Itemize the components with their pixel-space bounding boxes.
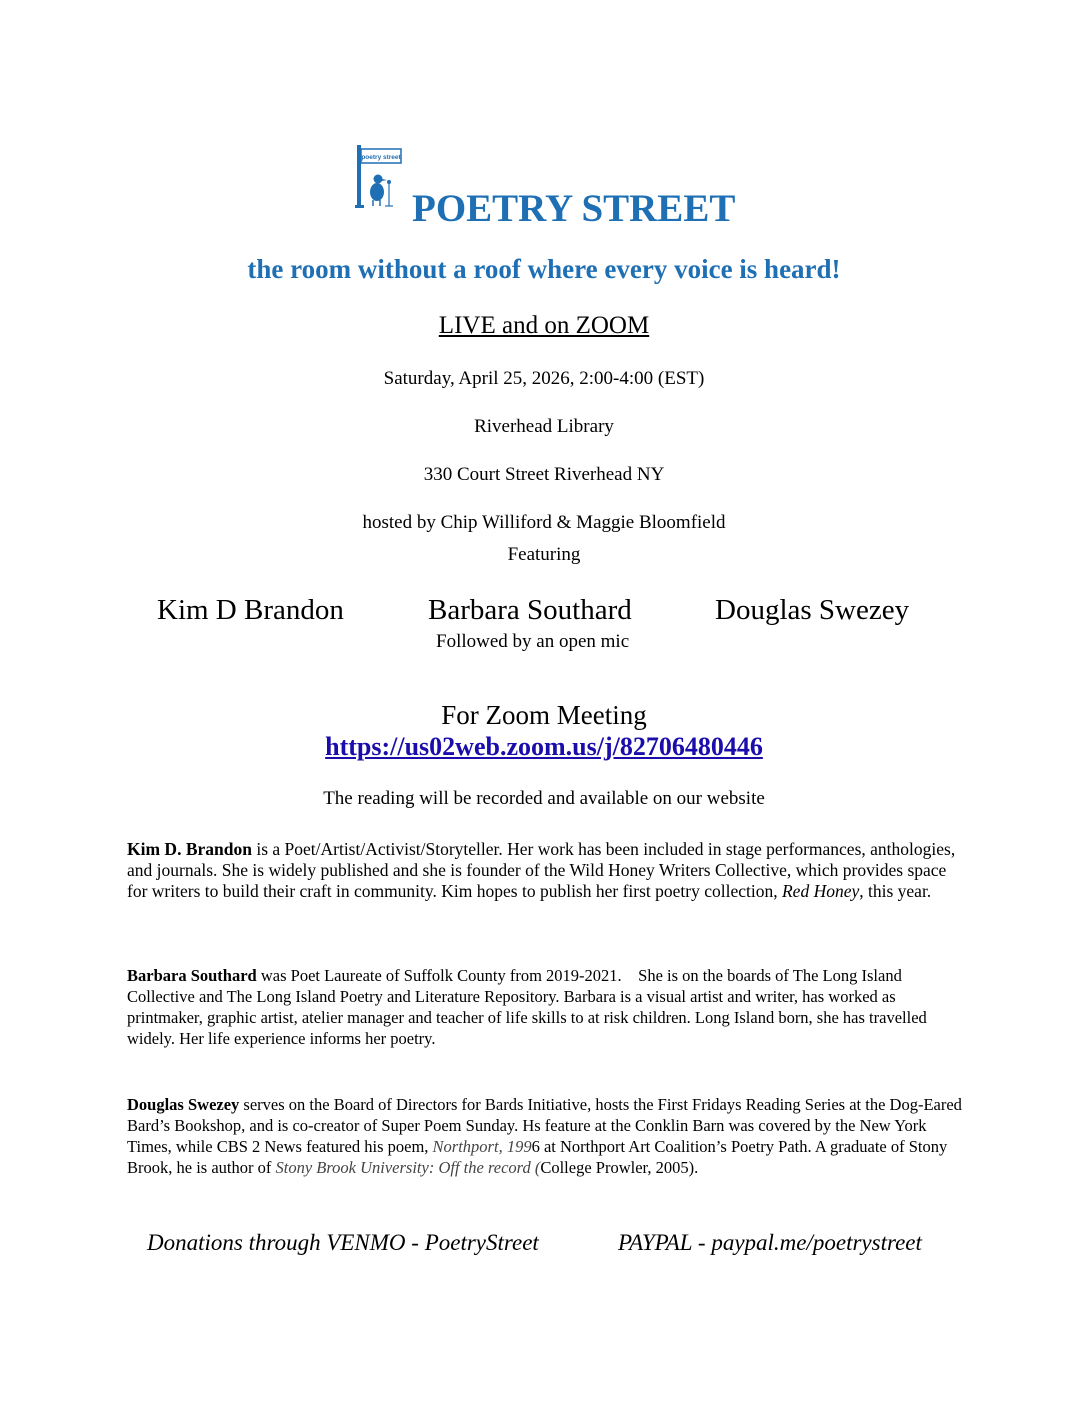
bio-text: College Prowler, 2005).	[540, 1158, 699, 1177]
event-date: Saturday, April 25, 2026, 2:00-4:00 (EST)	[383, 368, 705, 389]
bio-kim-brandon	[127, 839, 967, 902]
bio-name: Kim D. Brandon	[127, 839, 252, 859]
zoom-link[interactable]	[0, 732, 1088, 762]
recording-note: The reading will be recorded and available on our website	[323, 788, 765, 809]
page-title: POETRY STREET	[412, 187, 736, 230]
event-address: 330 Court Street Riverhead NY	[423, 464, 665, 485]
bio-text: serves on the Board of Directors for Bards Initiative, hosts the First Fridays Reading Series at the Dog-Eared Bard’s Bookshop, and is co-creator of Super Poem Sunday. Hs feature at the Conklin Barn was covered by the New York Times, while CBS 2 News featured his poem,	[127, 1095, 962, 1156]
bio-name: Barbara Southard	[127, 966, 257, 985]
venmo-donation: Donations through VENMO - PoetryStreet	[147, 1230, 539, 1255]
bio-barbara-southard	[127, 965, 967, 1049]
bio-text: , this year.	[859, 881, 932, 901]
zoom-link-text[interactable]: https://us02web.zoom.us/j/82706480446	[325, 732, 763, 761]
poem-title: Northport, 199	[432, 1137, 532, 1156]
bio-text: 6 at Northport Art Coalition’s Poetry Path. A graduate of Stony Brook, he is author of	[127, 1137, 948, 1177]
featured-poet-3: Douglas Swezey	[715, 594, 910, 626]
poetry-street-logo	[355, 143, 403, 209]
event-format: LIVE and on ZOOM	[438, 312, 650, 339]
featured-poet-1: Kim D Brandon	[157, 594, 344, 626]
book-title: Stony Brook University: Off the record (	[275, 1158, 541, 1177]
svg-text:poetry street: poetry street	[361, 154, 401, 161]
tagline: the room without a roof where every voice is heard!	[247, 254, 841, 284]
paypal-donation: PAYPAL - paypal.me/poetrystreet	[618, 1230, 922, 1255]
event-hosts: hosted by Chip Williford & Maggie Bloomfield	[362, 512, 726, 533]
bio-text: is a Poet/Artist/Activist/Storyteller. Her work has been included in stage performances, anthologies, and journals. She is widely published and she is founder of the Wild Honey Writers Collective, which provides space for writers to build their craft in community. Kim hopes to publish her first poetry collection,	[127, 839, 956, 901]
event-venue: Riverhead Library	[474, 416, 614, 437]
book-title: Red Honey	[781, 881, 860, 901]
open-mic-note: Followed by an open mic	[436, 631, 630, 652]
featured-poet-2: Barbara Southard	[428, 594, 632, 626]
bio-name: Douglas Swezey	[127, 1095, 240, 1114]
featuring-label: Featuring	[507, 544, 581, 565]
zoom-heading: For Zoom Meeting	[441, 700, 647, 730]
bio-text: was Poet Laureate of Suffolk County from 2019-2021. She is on the boards of The Long Island Collective and The Long Island Poetry and Literature Repository. Barbara is a visual artist and writer, has worked as printmaker, graphic artist, atelier manager and teacher of life skills to at risk children. Long Island born, she has travelled widely. Her life experience informs her poetry.	[127, 966, 931, 1048]
bio-douglas-swezey	[127, 1094, 967, 1178]
